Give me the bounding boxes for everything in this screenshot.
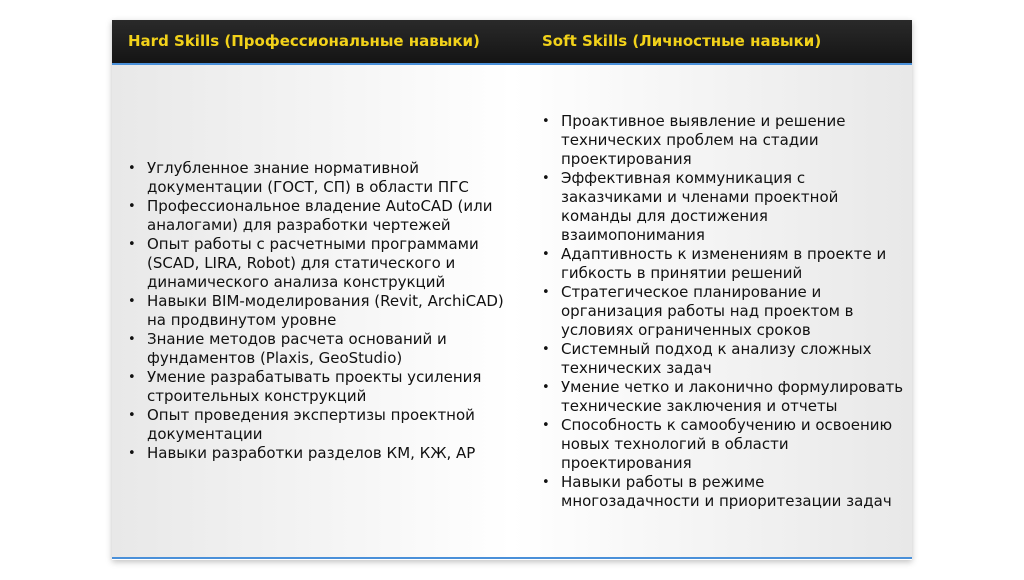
soft-skill-text: Стратегическое планирование и организация работы над проектом в условиях ограниченных сроков (561, 282, 854, 339)
hard-skill-item (112, 159, 526, 197)
hard-skills-column (112, 65, 526, 557)
hard-skill-item (112, 197, 526, 235)
soft-skills-list (526, 112, 912, 511)
soft-skill-text: Умение четко и лаконично формулировать технические заключения и отчеты (561, 377, 904, 415)
bullet-icon: • (542, 474, 550, 490)
hard-skill-item (112, 330, 526, 368)
bullet-icon: • (128, 294, 136, 309)
hard-skills-list (112, 159, 526, 463)
bullet-icon: • (128, 370, 136, 385)
bullet-icon: • (128, 332, 136, 347)
soft-skill-text: Навыки работы в режиме многозадачности и приоритезации задач (561, 472, 892, 510)
hard-skill-item (112, 368, 526, 406)
soft-skill-text: Проактивное выявление и решение технических проблем на стадии проектирования (561, 111, 846, 168)
soft-skill-text: Системный подход к анализу сложных технических задач (561, 339, 872, 377)
bullet-icon: • (128, 408, 136, 423)
soft-skill-item (526, 112, 912, 169)
soft-skill-item (526, 340, 912, 378)
soft-skill-item (526, 169, 912, 245)
bullet-icon: • (542, 341, 550, 357)
soft-skill-item (526, 473, 912, 511)
bullet-icon: • (128, 161, 136, 176)
soft-skill-item (526, 283, 912, 340)
soft-skill-item (526, 416, 912, 473)
hard-skill-text: Профессиональное владение AutoCAD (или аналогами) для разработки чертежей (147, 197, 493, 234)
hard-skill-text: Опыт проведения экспертизы проектной документации (147, 406, 475, 443)
soft-skills-header: Soft Skills (Личностные навыки) (542, 32, 822, 50)
hard-skill-item (112, 292, 526, 330)
bullet-icon: • (542, 379, 550, 395)
soft-skills-column (526, 65, 912, 557)
bullet-icon: • (542, 284, 550, 300)
table-header (112, 20, 912, 65)
soft-skill-item (526, 245, 912, 283)
soft-skill-text: Эффективная коммуникация с заказчиками и членами проектной команды для достижения взаимопонимания (561, 168, 839, 244)
hard-skill-text: Опыт работы с расчетными программами (SCAD, LIRA, Robot) для статического и динамического анализа конструкций (147, 235, 479, 291)
soft-skill-text: Способность к самообучению и освоению новых технологий в области проектирования (561, 415, 893, 472)
skills-table (112, 20, 912, 560)
bullet-icon: • (542, 113, 550, 129)
bullet-icon: • (128, 237, 136, 252)
hard-skill-text: Навыки BIM-моделирования (Revit, ArchiCAD) на продвинутом уровне (147, 292, 504, 329)
hard-skill-text: Навыки разработки разделов КМ, КЖ, АР (147, 444, 476, 462)
soft-skill-text: Адаптивность к изменениям в проекте и гибкость в принятии решений (561, 244, 887, 282)
hard-skill-text: Углубленное знание нормативной документации (ГОСТ, СП) в области ПГС (147, 159, 469, 196)
bullet-icon: • (542, 246, 550, 262)
hard-skill-item (112, 406, 526, 444)
bullet-icon: • (542, 417, 550, 433)
hard-skill-text: Умение разрабатывать проекты усиления строительных конструкций (147, 368, 482, 405)
hard-skill-text: Знание методов расчета оснований и фундаментов (Plaxis, GeoStudio) (147, 330, 447, 367)
hard-skill-item (112, 235, 526, 292)
hard-skills-header: Hard Skills (Профессиональные навыки) (128, 32, 480, 50)
hard-skill-item (112, 444, 526, 463)
soft-skill-item (526, 378, 912, 416)
bullet-icon: • (128, 446, 136, 461)
bullet-icon: • (128, 199, 136, 214)
bullet-icon: • (542, 170, 550, 186)
table-body (112, 65, 912, 559)
